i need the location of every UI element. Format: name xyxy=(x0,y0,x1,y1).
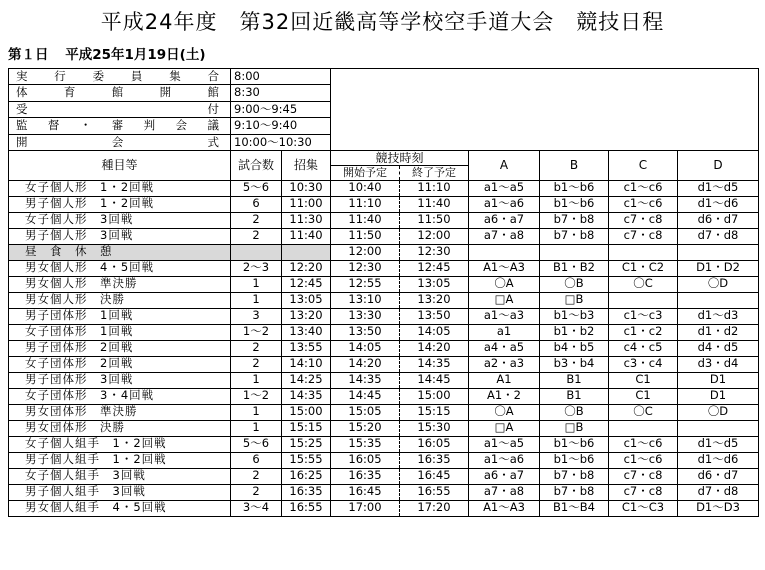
matches-cell: 3 xyxy=(231,308,282,324)
court-c-cell: c1～c6 xyxy=(609,180,678,196)
table-row xyxy=(9,340,759,356)
table-row xyxy=(9,212,759,228)
event-schedule-table xyxy=(8,150,759,517)
header-court-c: C xyxy=(609,150,678,180)
end-time-cell: 15:30 xyxy=(400,420,469,436)
matches-cell: 1 xyxy=(231,276,282,292)
table-row xyxy=(9,324,759,340)
court-a-cell: a6・a7 xyxy=(469,468,540,484)
court-c-cell: C1・C2 xyxy=(609,260,678,276)
header-court-a: A xyxy=(469,150,540,180)
pre-event-label-char: 館 xyxy=(111,85,124,100)
call-time-cell: 10:30 xyxy=(282,180,331,196)
pre-event-label-char: 体 xyxy=(16,85,28,100)
event-cell: 男女団体形 準決勝 xyxy=(9,404,231,420)
call-time-cell: 13:05 xyxy=(282,292,331,308)
court-b-cell: b1～b3 xyxy=(540,308,609,324)
court-d-cell: d7・d8 xyxy=(678,228,759,244)
court-a-cell: 〇A xyxy=(469,404,540,420)
end-time-cell: 14:20 xyxy=(400,340,469,356)
court-a-cell: a1～a5 xyxy=(469,436,540,452)
start-time-cell: 14:20 xyxy=(331,356,400,372)
court-d-cell xyxy=(678,292,759,308)
pre-event-label xyxy=(9,85,231,101)
end-time-cell: 12:30 xyxy=(400,244,469,260)
court-a-cell: a7・a8 xyxy=(469,228,540,244)
table-row xyxy=(9,452,759,468)
call-time-cell: 12:20 xyxy=(282,260,331,276)
call-time-cell xyxy=(282,244,331,260)
table-row xyxy=(9,484,759,500)
court-c-cell: c4・c5 xyxy=(609,340,678,356)
event-cell: 女子個人形 3回戦 xyxy=(9,212,231,228)
court-b-cell: B1～B4 xyxy=(540,500,609,516)
pre-event-label-char: 委 xyxy=(92,68,105,83)
event-cell: 男女個人形 決勝 xyxy=(9,292,231,308)
pre-event-label-char: 館 xyxy=(207,85,219,100)
start-time-cell: 12:30 xyxy=(331,260,400,276)
pre-event-row xyxy=(9,118,759,134)
header-time-group: 競技時刻 xyxy=(331,150,469,165)
court-b-cell: b7・b8 xyxy=(540,468,609,484)
matches-cell: 2 xyxy=(231,212,282,228)
call-time-cell: 15:25 xyxy=(282,436,331,452)
matches-cell: 2 xyxy=(231,340,282,356)
start-time-cell: 14:05 xyxy=(331,340,400,356)
call-time-cell: 14:25 xyxy=(282,372,331,388)
start-time-cell: 17:00 xyxy=(331,500,400,516)
matches-cell: 1～2 xyxy=(231,324,282,340)
court-c-cell: c1～c6 xyxy=(609,196,678,212)
court-b-cell: b7・b8 xyxy=(540,484,609,500)
court-b-cell: B1・B2 xyxy=(540,260,609,276)
end-time-cell: 17:20 xyxy=(400,500,469,516)
pre-event-label-char: 付 xyxy=(207,101,219,116)
pre-event-blank xyxy=(331,101,759,117)
matches-cell: 2 xyxy=(231,356,282,372)
court-c-cell: c1～c6 xyxy=(609,436,678,452)
pre-event-label xyxy=(9,69,231,85)
page-title: 平成24年度 第32回近畿高等学校空手道大会 競技日程 xyxy=(100,10,665,34)
header-end: 終了予定 xyxy=(400,165,469,180)
call-time-cell: 15:00 xyxy=(282,404,331,420)
end-time-cell: 13:50 xyxy=(400,308,469,324)
court-d-cell: d1～d5 xyxy=(678,436,759,452)
end-time-cell: 11:40 xyxy=(400,196,469,212)
event-cell: 女子個人組手 1・2回戦 xyxy=(9,436,231,452)
event-cell: 男子団体形 1回戦 xyxy=(9,308,231,324)
court-a-cell: a1 xyxy=(469,324,540,340)
court-a-cell: a7・a8 xyxy=(469,484,540,500)
matches-cell: 1 xyxy=(231,404,282,420)
pre-event-label-char: 開 xyxy=(159,85,172,100)
event-cell: 男子団体形 3回戦 xyxy=(9,372,231,388)
court-a-cell xyxy=(469,244,540,260)
table-row xyxy=(9,356,759,372)
event-cell: 男子団体形 2回戦 xyxy=(9,340,231,356)
court-a-cell: A1 xyxy=(469,372,540,388)
pre-event-row xyxy=(9,101,759,117)
pre-event-blank xyxy=(331,134,759,150)
pre-event-blank xyxy=(331,69,759,85)
pre-event-label-char: 合 xyxy=(207,68,219,83)
court-c-cell: c7・c8 xyxy=(609,228,678,244)
matches-cell: 3～4 xyxy=(231,500,282,516)
pre-event-time: 8:00 xyxy=(231,69,331,85)
court-a-cell: a1～a6 xyxy=(469,452,540,468)
matches-cell: 2 xyxy=(231,484,282,500)
pre-event-label-text xyxy=(12,120,227,132)
court-c-cell: c1・c2 xyxy=(609,324,678,340)
pre-event-blank xyxy=(331,118,759,134)
matches-cell: 2 xyxy=(231,228,282,244)
court-d-cell: D1 xyxy=(678,388,759,404)
matches-cell: 5～6 xyxy=(231,180,282,196)
start-time-cell: 14:35 xyxy=(331,372,400,388)
call-time-cell: 11:00 xyxy=(282,196,331,212)
pre-event-label-char: ・ xyxy=(79,118,92,133)
pre-event-label-text xyxy=(12,134,227,149)
call-time-cell: 14:35 xyxy=(282,388,331,404)
court-c-cell xyxy=(609,420,678,436)
court-c-cell: C1～C3 xyxy=(609,500,678,516)
table-row xyxy=(9,260,759,276)
pre-event-row xyxy=(9,85,759,101)
end-time-cell: 13:20 xyxy=(400,292,469,308)
table-row xyxy=(9,436,759,452)
schedule-document xyxy=(8,68,759,517)
court-d-cell: d6・d7 xyxy=(678,468,759,484)
pre-event-label xyxy=(9,118,231,134)
end-time-cell: 11:10 xyxy=(400,180,469,196)
court-b-cell xyxy=(540,244,609,260)
table-row xyxy=(9,196,759,212)
start-time-cell: 16:05 xyxy=(331,452,400,468)
pre-event-label-char: 育 xyxy=(63,85,76,100)
event-cell: 男子個人組手 1・2回戦 xyxy=(9,452,231,468)
court-d-cell: 〇D xyxy=(678,404,759,420)
court-a-cell: a1～a3 xyxy=(469,308,540,324)
court-c-cell: 〇C xyxy=(609,276,678,292)
pre-event-label-char: 判 xyxy=(143,118,156,133)
matches-cell: 1 xyxy=(231,420,282,436)
court-a-cell: A1・2 xyxy=(469,388,540,404)
court-d-cell xyxy=(678,244,759,260)
court-b-cell: b1～b6 xyxy=(540,196,609,212)
court-b-cell: 〇B xyxy=(540,276,609,292)
event-cell: 女子団体形 2回戦 xyxy=(9,356,231,372)
call-time-cell: 13:20 xyxy=(282,308,331,324)
event-cell: 男子個人形 3回戦 xyxy=(9,228,231,244)
court-c-cell: c7・c8 xyxy=(609,212,678,228)
court-b-cell: 〇B xyxy=(540,404,609,420)
court-b-cell: □B xyxy=(540,420,609,436)
end-time-cell: 16:05 xyxy=(400,436,469,452)
start-time-cell: 14:45 xyxy=(331,388,400,404)
start-time-cell: 16:45 xyxy=(331,484,400,500)
header-call: 招集 xyxy=(282,150,331,180)
court-b-cell: b7・b8 xyxy=(540,212,609,228)
matches-cell xyxy=(231,244,282,260)
header-court-b: B xyxy=(540,150,609,180)
end-time-cell: 14:45 xyxy=(400,372,469,388)
start-time-cell: 12:55 xyxy=(331,276,400,292)
court-d-cell: d6・d7 xyxy=(678,212,759,228)
header-start: 開始予定 xyxy=(331,165,400,180)
pre-event-label-char: 会 xyxy=(111,134,124,149)
court-b-cell: b7・b8 xyxy=(540,228,609,244)
court-b-cell: B1 xyxy=(540,372,609,388)
call-time-cell: 11:30 xyxy=(282,212,331,228)
pre-event-label-char: 式 xyxy=(207,134,219,149)
court-a-cell: □A xyxy=(469,292,540,308)
court-d-cell: D1～D3 xyxy=(678,500,759,516)
call-time-cell: 16:25 xyxy=(282,468,331,484)
court-b-cell: b1・b2 xyxy=(540,324,609,340)
court-d-cell: d1～d6 xyxy=(678,196,759,212)
table-row xyxy=(9,308,759,324)
pre-event-row xyxy=(9,69,759,85)
header-event: 種目等 xyxy=(9,150,231,180)
court-c-cell: c3・c4 xyxy=(609,356,678,372)
pre-event-label-char: 受 xyxy=(16,101,28,116)
court-c-cell: c7・c8 xyxy=(609,468,678,484)
call-time-cell: 11:40 xyxy=(282,228,331,244)
day-label: 第１日 xyxy=(8,47,49,63)
court-a-cell: a1～a6 xyxy=(469,196,540,212)
table-row xyxy=(9,404,759,420)
pre-event-label xyxy=(9,134,231,150)
court-b-cell: b1～b6 xyxy=(540,180,609,196)
start-time-cell: 13:30 xyxy=(331,308,400,324)
header-court-d: D xyxy=(678,150,759,180)
event-cell: 女子団体形 3・4回戦 xyxy=(9,388,231,404)
end-time-cell: 16:45 xyxy=(400,468,469,484)
pre-event-label-char: 議 xyxy=(207,118,219,133)
event-cell: 男子個人組手 3回戦 xyxy=(9,484,231,500)
header-matches: 試合数 xyxy=(231,150,282,180)
start-time-cell: 16:35 xyxy=(331,468,400,484)
pre-event-label-char: 行 xyxy=(54,68,66,83)
pre-event-label xyxy=(9,101,231,117)
court-b-cell: b4・b5 xyxy=(540,340,609,356)
end-time-cell: 15:00 xyxy=(400,388,469,404)
court-c-cell: C1 xyxy=(609,372,678,388)
matches-cell: 1 xyxy=(231,292,282,308)
end-time-cell: 12:45 xyxy=(400,260,469,276)
court-d-cell xyxy=(678,420,759,436)
pre-event-label-char: 員 xyxy=(130,68,143,83)
event-cell: 男女個人形 準決勝 xyxy=(9,276,231,292)
call-time-cell: 16:55 xyxy=(282,500,331,516)
call-time-cell: 14:10 xyxy=(282,356,331,372)
pre-event-label-char: 監 xyxy=(16,118,28,133)
court-d-cell: D1 xyxy=(678,372,759,388)
court-a-cell: A1～A3 xyxy=(469,260,540,276)
court-b-cell: b3・b4 xyxy=(540,356,609,372)
matches-cell: 5～6 xyxy=(231,436,282,452)
table-row xyxy=(9,276,759,292)
matches-cell: 6 xyxy=(231,196,282,212)
court-a-cell: a2・a3 xyxy=(469,356,540,372)
call-time-cell: 12:45 xyxy=(282,276,331,292)
matches-cell: 1～2 xyxy=(231,388,282,404)
pre-event-label-text xyxy=(12,68,227,83)
start-time-cell: 13:10 xyxy=(331,292,400,308)
table-row xyxy=(9,180,759,196)
pre-event-label-char: 審 xyxy=(111,118,124,133)
table-row xyxy=(9,500,759,516)
court-c-cell: c1～c3 xyxy=(609,308,678,324)
event-cell: 男子個人形 1・2回戦 xyxy=(9,196,231,212)
end-time-cell: 15:15 xyxy=(400,404,469,420)
court-c-cell: 〇C xyxy=(609,404,678,420)
court-d-cell: d7・d8 xyxy=(678,484,759,500)
start-time-cell: 15:20 xyxy=(331,420,400,436)
event-cell: 男女個人形 4・5回戦 xyxy=(9,260,231,276)
end-time-cell: 14:35 xyxy=(400,356,469,372)
end-time-cell: 14:05 xyxy=(400,324,469,340)
call-time-cell: 13:55 xyxy=(282,340,331,356)
court-d-cell: d4・d5 xyxy=(678,340,759,356)
pre-event-label-char: 会 xyxy=(175,118,188,133)
end-time-cell: 16:55 xyxy=(400,484,469,500)
pre-event-label-char: 集 xyxy=(169,68,181,83)
pre-event-label-char: 実 xyxy=(16,68,28,83)
court-a-cell: 〇A xyxy=(469,276,540,292)
call-time-cell: 15:55 xyxy=(282,452,331,468)
court-c-cell: C1 xyxy=(609,388,678,404)
call-time-cell: 13:40 xyxy=(282,324,331,340)
pre-event-time: 10:00～10:30 xyxy=(231,134,331,150)
court-a-cell: A1～A3 xyxy=(469,500,540,516)
end-time-cell: 11:50 xyxy=(400,212,469,228)
court-d-cell: d1～d5 xyxy=(678,180,759,196)
day-header xyxy=(8,43,206,63)
court-a-cell: a1～a5 xyxy=(469,180,540,196)
end-time-cell: 16:35 xyxy=(400,452,469,468)
start-time-cell: 13:50 xyxy=(331,324,400,340)
table-row xyxy=(9,292,759,308)
pre-event-label-char: 開 xyxy=(16,134,28,149)
table-row xyxy=(9,388,759,404)
end-time-cell: 12:00 xyxy=(400,228,469,244)
start-time-cell: 15:35 xyxy=(331,436,400,452)
start-time-cell: 11:40 xyxy=(331,212,400,228)
court-d-cell: 〇D xyxy=(678,276,759,292)
start-time-cell: 10:40 xyxy=(331,180,400,196)
pre-event-time: 8:30 xyxy=(231,85,331,101)
court-d-cell: d3・d4 xyxy=(678,356,759,372)
table-header-row xyxy=(9,150,759,165)
day-date: 平成25年1月19日(土) xyxy=(65,47,206,63)
court-c-cell xyxy=(609,244,678,260)
court-b-cell: B1 xyxy=(540,388,609,404)
event-cell: 男女団体形 決勝 xyxy=(9,420,231,436)
table-row xyxy=(9,420,759,436)
pre-event-time: 9:00～9:45 xyxy=(231,101,331,117)
court-c-cell xyxy=(609,292,678,308)
start-time-cell: 11:10 xyxy=(331,196,400,212)
pre-event-label-char: 督 xyxy=(47,118,60,133)
event-cell: 昼 食 休 憩 xyxy=(9,244,231,260)
end-time-cell: 13:05 xyxy=(400,276,469,292)
event-cell: 女子個人形 1・2回戦 xyxy=(9,180,231,196)
start-time-cell: 11:50 xyxy=(331,228,400,244)
matches-cell: 1 xyxy=(231,372,282,388)
court-d-cell: d1～d6 xyxy=(678,452,759,468)
pre-event-label-text xyxy=(12,101,227,116)
table-row xyxy=(9,468,759,484)
pre-event-blank xyxy=(331,85,759,101)
court-d-cell: D1・D2 xyxy=(678,260,759,276)
table-row xyxy=(9,228,759,244)
court-a-cell: a4・a5 xyxy=(469,340,540,356)
call-time-cell: 15:15 xyxy=(282,420,331,436)
pre-event-label-text xyxy=(12,87,227,99)
pre-event-row xyxy=(9,134,759,150)
event-cell: 女子個人組手 3回戦 xyxy=(9,468,231,484)
court-a-cell: □A xyxy=(469,420,540,436)
pre-event-time: 9:10～9:40 xyxy=(231,118,331,134)
start-time-cell: 12:00 xyxy=(331,244,400,260)
start-time-cell: 15:05 xyxy=(331,404,400,420)
court-a-cell: a6・a7 xyxy=(469,212,540,228)
event-cell: 女子団体形 1回戦 xyxy=(9,324,231,340)
call-time-cell: 16:35 xyxy=(282,484,331,500)
matches-cell: 2 xyxy=(231,468,282,484)
court-d-cell: d1・d2 xyxy=(678,324,759,340)
matches-cell: 2～3 xyxy=(231,260,282,276)
table-row xyxy=(9,372,759,388)
event-cell: 男女個人組手 4・5回戦 xyxy=(9,500,231,516)
pre-event-table xyxy=(8,68,759,151)
matches-cell: 6 xyxy=(231,452,282,468)
court-c-cell: c7・c8 xyxy=(609,484,678,500)
court-c-cell: c1～c6 xyxy=(609,452,678,468)
table-row xyxy=(9,244,759,260)
court-d-cell: d1～d3 xyxy=(678,308,759,324)
court-b-cell: b1～b6 xyxy=(540,452,609,468)
court-b-cell: □B xyxy=(540,292,609,308)
court-b-cell: b1～b6 xyxy=(540,436,609,452)
